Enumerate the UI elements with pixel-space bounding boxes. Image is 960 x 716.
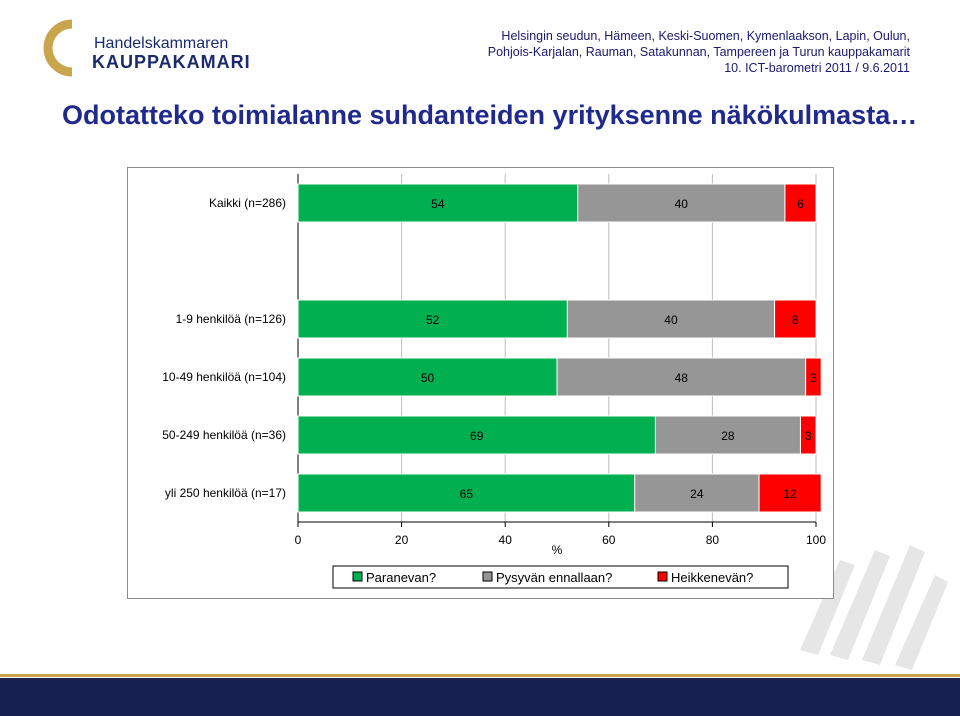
header-line-3: 10. ICT-barometri 2011 / 9.6.2011: [724, 61, 910, 75]
kauppakamari-logo: [36, 14, 276, 84]
data-label: 50: [420, 371, 435, 385]
legend-swatch: [658, 572, 667, 581]
header-line-2: Pohjois-Karjalan, Rauman, Satakunnan, Tampereen ja Turun kauppakamarit: [487, 45, 910, 59]
logo-c-mark-icon: [48, 24, 72, 72]
brand-line1: Handelskammaren: [94, 35, 229, 52]
header-organizations: [488, 28, 910, 76]
legend-label: Pysyvän ennallaan?: [496, 570, 613, 585]
legend-label: Paranevan?: [366, 570, 437, 585]
data-label: 28: [721, 429, 735, 443]
brand-line2: KAUPPAKAMARI: [92, 52, 251, 72]
data-label: 52: [426, 313, 440, 327]
footer-bar: [0, 678, 960, 716]
category-label: 50-249 henkilöä (n=36): [162, 428, 286, 442]
page-title: Odotatteko toimialanne suhdanteiden yrityksenne näkökulmasta…: [62, 100, 918, 130]
data-label: 40: [674, 197, 688, 211]
legend-swatch: [483, 572, 492, 581]
x-tick-label-100: 100: [805, 533, 827, 547]
header-line-1: Helsingin seudun, Hämeen, Keski-Suomen, Kymenlaakson, Lapin, Oulun,: [501, 29, 910, 43]
data-label: 24: [690, 487, 704, 501]
data-label: 3: [810, 371, 817, 385]
category-label: 1-9 henkilöä (n=126): [175, 312, 286, 326]
footer-accent-line: [0, 674, 960, 677]
data-label: 40: [664, 313, 678, 327]
data-label: 8: [791, 313, 799, 327]
chart-frame: [127, 167, 834, 599]
category-label: 10-49 henkilöä (n=104): [162, 370, 286, 384]
data-label: 48: [674, 371, 688, 385]
data-label: 12: [783, 487, 797, 501]
category-label: yli 250 henkilöä (n=17): [164, 486, 286, 500]
x-tick-label-20: 20: [394, 533, 409, 547]
data-label: 69: [470, 429, 484, 443]
x-tick-label-80: 80: [705, 533, 720, 547]
category-label: Kaikki (n=286): [208, 196, 286, 210]
legend-label: Heikkenevän?: [671, 570, 754, 585]
x-tick-label-0: 0: [294, 533, 302, 547]
stacked-bar-chart: [128, 168, 833, 598]
data-label: 65: [459, 487, 474, 501]
x-axis-label: %: [551, 543, 563, 557]
data-label: 6: [797, 197, 804, 211]
x-tick-label-40: 40: [498, 533, 512, 547]
data-label: 3: [804, 429, 812, 443]
data-label: 54: [431, 197, 445, 211]
legend-swatch: [353, 572, 362, 581]
x-tick-label-60: 60: [602, 533, 616, 547]
